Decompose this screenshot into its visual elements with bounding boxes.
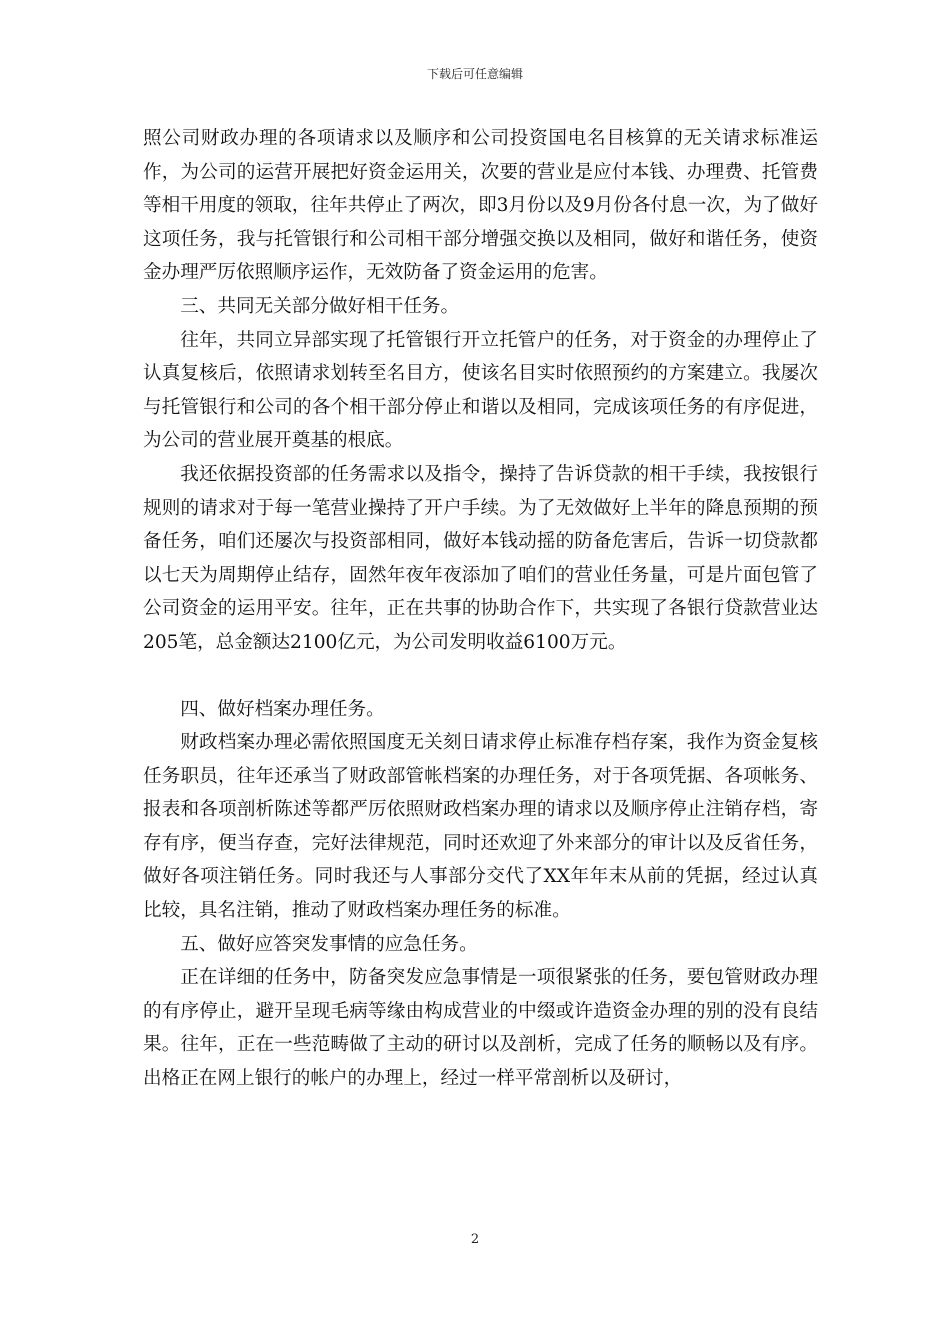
paragraph-fund-management: 照公司财政办理的各项请求以及顺序和公司投资国电名目核算的无关请求标准运作，为公司的运营开展把好资金运用关，次要的营业是应付本钱、办理费、托管费等相干用度的领取，往年共停止了两次，即3月份以及9月份各付息一次，为了做好这项任务，我与托管银行和公司相干部分增强交换以及相同，做好和谐任务，使资金办理严厉依照顺序运作，无效防备了资金运用的危害。 <box>143 128 818 284</box>
paragraph-trust-account: 往年，共同立异部实现了托管银行开立托管户的任务，对于资金的办理停止了认真复核后，依照请求划转至名目方，使该名目实时依照预约的方案建立。我屡次与托管银行和公司的各个相干部分停止和谐以及相同，完成该项任务的有序促进，为公司的营业展开奠基的根底。 <box>143 329 818 452</box>
section-heading-3: 三、共同无关部分做好相干任务。 <box>180 295 460 317</box>
paragraph-spacer <box>143 660 818 693</box>
page-number: 2 <box>470 1232 480 1247</box>
document-body <box>143 122 818 1096</box>
paragraph-emergency-work: 正在详细的任务中，防备突发应急事情是一项很紧张的任务，要包管财政办理的有序停止，避开呈现毛病等缘由构成营业的中缀或许造资金办理的别的没有良结果。往年，正在一些范畴做了主动的研讨以及剖析，完成了任务的顺畅以及有序。出格正在网上银行的帐户的办理上，经过一样平常剖析以及研讨， <box>143 967 818 1090</box>
section-heading-4: 四、做好档案办理任务。 <box>180 698 385 720</box>
page-header: 下载后可任意编辑 <box>426 67 523 81</box>
section-heading-5: 五、做好应答突发事情的应急任务。 <box>180 933 478 955</box>
paragraph-archive-management: 财政档案办理必需依照国度无关刻日请求停止标准存档存案，我作为资金复核任务职员，往年还承当了财政部管帐档案的办理任务，对于各项凭据、各项帐务、报表和各项剖析陈述等都严厉依照财政档案办理的请求以及顺序停止注销存档，寄存有序，便当存查，完好法律规范，同时还欢迎了外来部分的审计以及反省任务，做好各项注销任务。同时我还与人事部分交代了XX年年末从前的凭据，经过认真比较，具名注销，推动了财政档案办理任务的标准。 <box>143 732 818 922</box>
paragraph-deposit-business: 我还依据投资部的任务需求以及指令，操持了告诉贷款的相干手续，我按银行规则的请求对于每一笔营业操持了开户手续。为了无效做好上半年的降息预期的预备任务，咱们还屡次与投资部相同，做好本钱动摇的防备危害后，告诉一切贷款都以七天为周期停止结存，固然年夜年夜添加了咱们的营业任务量，可是片面包管了公司资金的运用平安。往年，正在共事的协助合作下，共实现了各银行贷款营业达205笔，总金额达2100亿元，为公司发明收益6100万元。 <box>143 463 818 653</box>
